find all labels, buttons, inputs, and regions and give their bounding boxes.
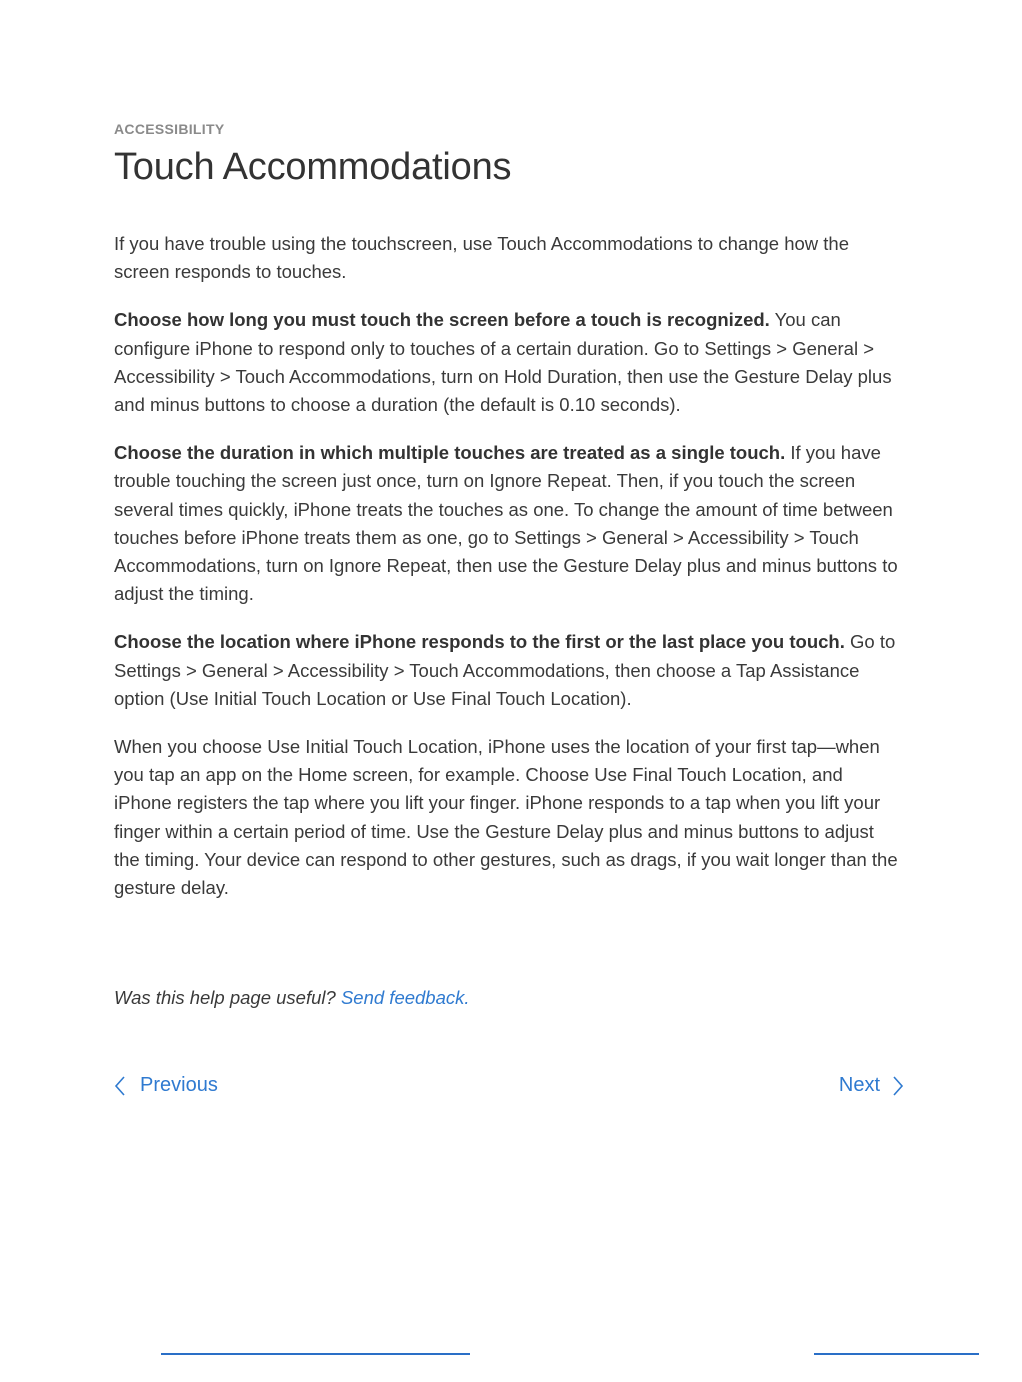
paragraph-lead: Choose the duration in which multiple touches are treated as a single touch. bbox=[114, 442, 786, 464]
section-eyebrow: ACCESSIBILITY bbox=[114, 121, 225, 137]
article-body bbox=[114, 230, 904, 922]
paragraph-tap-assistance bbox=[114, 628, 904, 713]
paragraph-text: When you choose Use Initial Touch Location, iPhone uses the location of your first tap—when you tap an app on the Home screen, for example. Choose Use Final Touch Location, and iPhone registers the tap where you lift your finger. iPhone responds to a tap when you lift your finger within a certain period of time. Use the Gesture Delay plus and minus buttons to adjust the timing. Your device can respond to other gestures, such as drags, if you wait longer than the gesture delay. bbox=[114, 736, 898, 899]
previous-label: Previous bbox=[140, 1074, 218, 1096]
paragraph-text: If you have trouble using the touchscreen, use Touch Accommodations to change how the screen responds to touches. bbox=[114, 233, 849, 283]
paragraph-text: You can configure iPhone to respond only to touches of a certain duration. Go to Settings > General > Accessibility > Touch Accommodations, turn on Hold Duration, then use the Gesture Delay plus and minus buttons to choose a duration (the default is 0.10 seconds). bbox=[114, 309, 892, 416]
paragraph-touch-location bbox=[114, 733, 904, 902]
paragraph-text: Go to Settings > General > Accessibility > Touch Accommodations, then choose a Tap Assistance option (Use Initial Touch Location or Use Final Touch Location). bbox=[114, 631, 896, 709]
paragraph-ignore-repeat bbox=[114, 439, 904, 608]
next-button[interactable] bbox=[839, 1074, 904, 1097]
page-title: Touch Accommodations bbox=[114, 146, 512, 188]
paragraph-hold-duration bbox=[114, 306, 904, 419]
footer-rule-right bbox=[814, 1353, 979, 1355]
chevron-left-icon bbox=[114, 1075, 126, 1097]
feedback-question: Was this help page useful? bbox=[114, 987, 336, 1008]
paragraph-intro bbox=[114, 230, 904, 286]
footer-rule-left bbox=[161, 1353, 470, 1355]
paragraph-lead: Choose the location where iPhone responds to the first or the last place you touch. bbox=[114, 631, 845, 653]
paragraph-lead: Choose how long you must touch the screen before a touch is recognized. bbox=[114, 309, 770, 331]
chevron-right-icon bbox=[892, 1075, 904, 1097]
previous-button[interactable] bbox=[114, 1074, 218, 1097]
paragraph-text: If you have trouble touching the screen just once, turn on Ignore Repeat. Then, if you touch the screen several times quickly, iPhone treats the touches as one. To change the amount of time between touches before iPhone treats them as one, go to Settings > General > Accessibility > Touch Accommodations, turn on Ignore Repeat, then use the Gesture Delay plus and minus buttons to adjust the timing. bbox=[114, 442, 898, 605]
next-label: Next bbox=[838, 1074, 880, 1096]
send-feedback-link[interactable]: Send feedback. bbox=[340, 987, 470, 1008]
feedback-prompt bbox=[114, 987, 470, 1009]
